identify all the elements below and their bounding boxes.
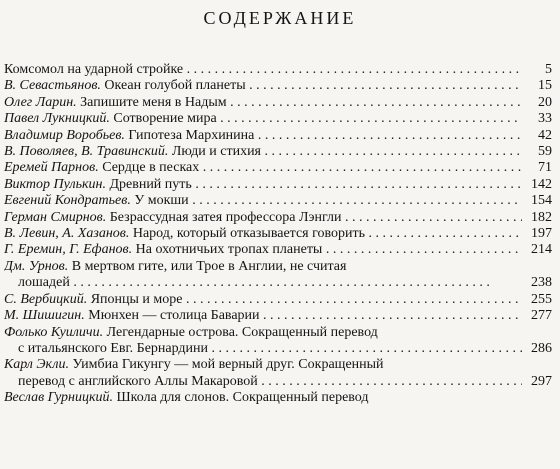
toc-title: лошадей [18, 275, 70, 291]
toc-title: Океан голубой планеты [104, 78, 246, 94]
toc-page-number: 214 [531, 242, 552, 258]
toc-entry-line [4, 374, 522, 390]
leader-dots [258, 374, 522, 389]
toc-entry [4, 78, 552, 94]
toc-author: Олег Ларин. [4, 94, 77, 110]
toc-author: Павел Лукницкий. [4, 111, 110, 127]
leader-dots [254, 128, 522, 143]
toc-page-number: 71 [538, 160, 552, 176]
toc-entry [4, 308, 552, 324]
toc-entry [4, 242, 552, 258]
leader-dots [322, 242, 522, 257]
toc-author: М. Шишигин. [4, 308, 85, 324]
toc-page-number: 297 [531, 373, 552, 389]
toc-entry [4, 62, 552, 78]
toc-author: Еремей Парнов. [4, 160, 99, 176]
leader-dots [365, 226, 522, 241]
toc-entry [4, 292, 552, 308]
toc-entry-line [4, 210, 522, 226]
toc-entry-line [4, 325, 522, 341]
toc-entry-line [4, 128, 522, 144]
toc-author: Г. Еремин, Г. Ефанов. [4, 242, 133, 258]
toc-title: У мокши [134, 193, 189, 209]
toc-entry-line [4, 357, 522, 373]
toc-entry-line [4, 390, 522, 406]
toc-author: В. Поволяев, В. Травинский. [4, 144, 169, 160]
toc-title: Уимбиа Гикунгу — мой верный друг. Сокращенный [72, 357, 384, 373]
toc-entry [4, 390, 552, 406]
toc-author: Фолько Куиличи. [4, 324, 104, 340]
toc-entry-line [4, 292, 522, 308]
toc-title: На охотничьих тропах планеты [135, 242, 323, 258]
toc-page-number: 197 [531, 226, 552, 242]
leader-dots [199, 160, 522, 175]
toc-title: Комсомол на ударной стройке [4, 62, 184, 77]
toc-entry [4, 144, 552, 160]
leader-dots [70, 275, 490, 290]
toc-entry-line [4, 144, 522, 160]
toc-page-number: 15 [538, 78, 552, 94]
toc-author: С. Вербицкий. [4, 291, 88, 307]
toc-title: Безрассудная затея профессора Лэнгли [109, 209, 342, 225]
toc-entry [4, 95, 552, 111]
toc-title: Японцы и море [90, 291, 183, 307]
toc-entry [4, 177, 552, 193]
toc-author: Карл Экли. [4, 357, 69, 373]
toc-page-number: 277 [531, 308, 552, 324]
toc-entry-line [4, 62, 522, 78]
toc-title: Мюнхен — столица Баварии [88, 308, 260, 324]
toc-page-number: 142 [531, 176, 552, 192]
toc-entry-line [4, 259, 522, 275]
toc-title: Сотворение мира [113, 111, 217, 127]
toc-title: Люди и стихия [171, 144, 261, 160]
leader-dots [260, 308, 522, 323]
leader-dots [183, 62, 522, 77]
toc-title: Гипотеза Мархинина [128, 127, 255, 143]
toc-entry-line [4, 177, 522, 193]
toc-title: Легендарные острова. Сокращенный перевод [106, 324, 378, 340]
toc-page-number: 238 [531, 275, 552, 291]
leader-dots [246, 78, 522, 93]
toc-entry [4, 193, 552, 209]
toc-page-number: 33 [538, 111, 552, 127]
toc-title: Запишите меня в Надым [80, 94, 227, 110]
toc-author: Владимир Воробьев. [4, 127, 125, 143]
leader-dots [189, 193, 522, 208]
page-title: СОДЕРЖАНИЕ [203, 8, 357, 28]
toc-title: перевод с английского Аллы Макаровой [18, 373, 258, 389]
toc-entry-line [4, 193, 522, 209]
leader-dots [208, 341, 522, 356]
toc-page-number: 182 [531, 209, 552, 225]
toc-title: Древний путь [109, 176, 192, 192]
toc-author: В. Левин, А. Хазанов. [4, 226, 130, 242]
toc-page-number: 20 [538, 94, 552, 110]
toc-title: Школа для слонов. Сокращенный перевод [116, 390, 369, 406]
toc-entry-line [4, 111, 522, 127]
toc-title: Народ, который отказывается говорить [132, 226, 366, 242]
leader-dots [261, 144, 522, 159]
toc-title: В мертвом гите, или Трое в Англии, не считая [71, 258, 347, 274]
toc-entry-line [4, 341, 522, 357]
toc-author: Герман Смирнов. [4, 209, 107, 225]
toc-entry [4, 128, 552, 144]
toc-page-number: 286 [531, 340, 552, 356]
toc-author: Веслав Гурницкий. [4, 390, 114, 406]
toc-entry [4, 160, 552, 176]
toc-entry [4, 357, 552, 390]
toc-entry [4, 325, 552, 358]
toc-page-number: 5 [545, 62, 552, 77]
toc-entry-line [4, 275, 522, 291]
toc-page-number: 154 [531, 193, 552, 209]
toc-entry-line [4, 95, 522, 111]
toc-entry-line [4, 242, 522, 258]
toc-author: Евгений Кондратьев. [4, 193, 131, 209]
leader-dots [227, 95, 522, 110]
table-of-contents [4, 62, 552, 407]
toc-entry [4, 259, 552, 292]
toc-author: В. Севастьянов. [4, 78, 101, 94]
toc-entry [4, 210, 552, 226]
toc-title: Сердце в песках [102, 160, 200, 176]
toc-entry-line [4, 160, 522, 176]
leader-dots [192, 177, 522, 192]
leader-dots [217, 111, 522, 126]
toc-page-number: 59 [538, 144, 552, 160]
toc-author: Дм. Урнов. [4, 258, 69, 274]
toc-page-number: 255 [531, 291, 552, 307]
toc-entry-line [4, 226, 522, 242]
leader-dots [183, 292, 523, 307]
toc-entry [4, 111, 552, 127]
toc-title: с итальянского Евг. Бернардини [18, 340, 209, 356]
toc-entry-line [4, 308, 522, 324]
leader-dots [341, 210, 522, 225]
toc-entry [4, 226, 552, 242]
toc-entry-line [4, 78, 522, 94]
toc-page-number: 42 [538, 127, 552, 143]
toc-author: Виктор Пулькин. [4, 176, 106, 192]
